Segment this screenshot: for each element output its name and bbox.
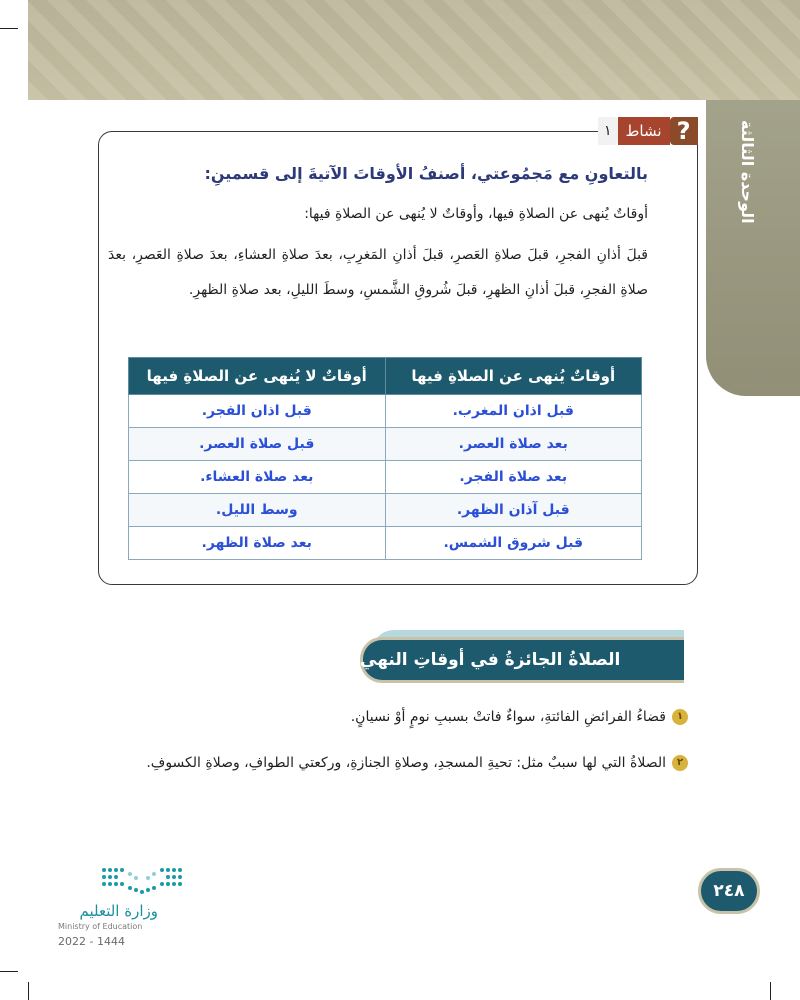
ministry-logo-icon	[96, 864, 192, 896]
crop-mark	[0, 971, 18, 972]
table-row	[129, 461, 642, 494]
table-header-row	[129, 358, 642, 395]
section-title: الصلاةُ الجائزةُ في أوقاتِ النهي	[360, 650, 621, 670]
activity-number: ١	[598, 117, 618, 145]
forbidden-time-cell: قبل شروق الشمس.	[385, 527, 642, 560]
allowed-time-cell: قبل صلاة العصر.	[129, 428, 386, 461]
activity-title	[618, 117, 670, 145]
unit-label: الوحدة الثالثة	[738, 120, 757, 224]
activity-label	[598, 117, 698, 145]
ministry-name-ar: وزارة التعليم	[79, 902, 158, 920]
forbidden-time-cell: بعد صلاة العصر.	[385, 428, 642, 461]
table-row	[129, 494, 642, 527]
table-row	[129, 527, 642, 560]
list-item-text: الصلاةُ التي لها سببٌ مثل: تحيةِ المسجدِ، وصلاةِ الجنازةِ، وركعتي الطوافِ، وصلاةِ الكسوفِ.	[146, 755, 666, 771]
header-allowed-times: أوقاتٌ لا يُنهى عن الصلاةِ فيها	[129, 358, 386, 395]
bullet-number: ٢	[672, 755, 688, 771]
list-item	[78, 694, 688, 740]
activity-instruction: بالتعاونِ مع مَجمُوعتي، أصنفُ الأوقاتَ الآتيةَ إلى قسمينِ:	[204, 164, 648, 183]
times-paragraph: قبلَ أذانِ الفجرِ، قبلَ صلاةِ العَصرِ، قبلَ أذانِ المَغرِبِ، بعدَ صلاةِ العشاءِ، بعدَ صلاةِ العَصرِ، بعدَ صلاةِ الفجرِ، قبلَ أذانِ الظهرِ، قبلَ شُروقِ الشَّمسِ، وسطَ الليلِ، بعد صلاةِ الظهرِ.	[108, 247, 648, 298]
header-band	[28, 0, 800, 100]
allowed-time-cell: بعد صلاة الظهر.	[129, 527, 386, 560]
activity-sub-instruction: أوقاتٌ يُنهى عن الصلاةِ فيها، وأوقاتٌ لا يُنهى عن الصلاةِ فيها:	[304, 206, 648, 222]
forbidden-time-cell: بعد صلاة الفجر.	[385, 461, 642, 494]
ministry-year: 2022 - 1444	[58, 935, 125, 948]
crop-mark	[770, 982, 771, 1000]
crop-mark	[0, 28, 18, 29]
allowed-time-cell: بعد صلاة العشاء.	[129, 461, 386, 494]
activity-label-text: نشاط	[625, 122, 662, 140]
list-item	[78, 740, 688, 786]
forbidden-time-cell: قبل اذان المغرب.	[385, 395, 642, 428]
allowed-time-cell: وسط الليل.	[129, 494, 386, 527]
question-mark-icon: ?	[670, 117, 698, 145]
forbidden-time-cell: قبل آذان الظهر.	[385, 494, 642, 527]
table-row	[129, 428, 642, 461]
allowed-time-cell: قبل اذان الفجر.	[129, 395, 386, 428]
page-number: ٢٤٨	[698, 868, 760, 914]
list-item-text: قضاءُ الفرائضِ الفائتةِ، سواءٌ فاتتْ بسببِ نومٍ أوْ نسيانٍ.	[350, 709, 666, 725]
table-row	[129, 395, 642, 428]
header-forbidden-times: أوقاتٌ يُنهى عن الصلاةِ فيها	[385, 358, 642, 395]
bullet-number: ١	[672, 709, 688, 725]
answer-table	[128, 357, 642, 560]
ministry-name-en: Ministry of Education	[58, 922, 143, 931]
crop-mark	[28, 982, 29, 1000]
